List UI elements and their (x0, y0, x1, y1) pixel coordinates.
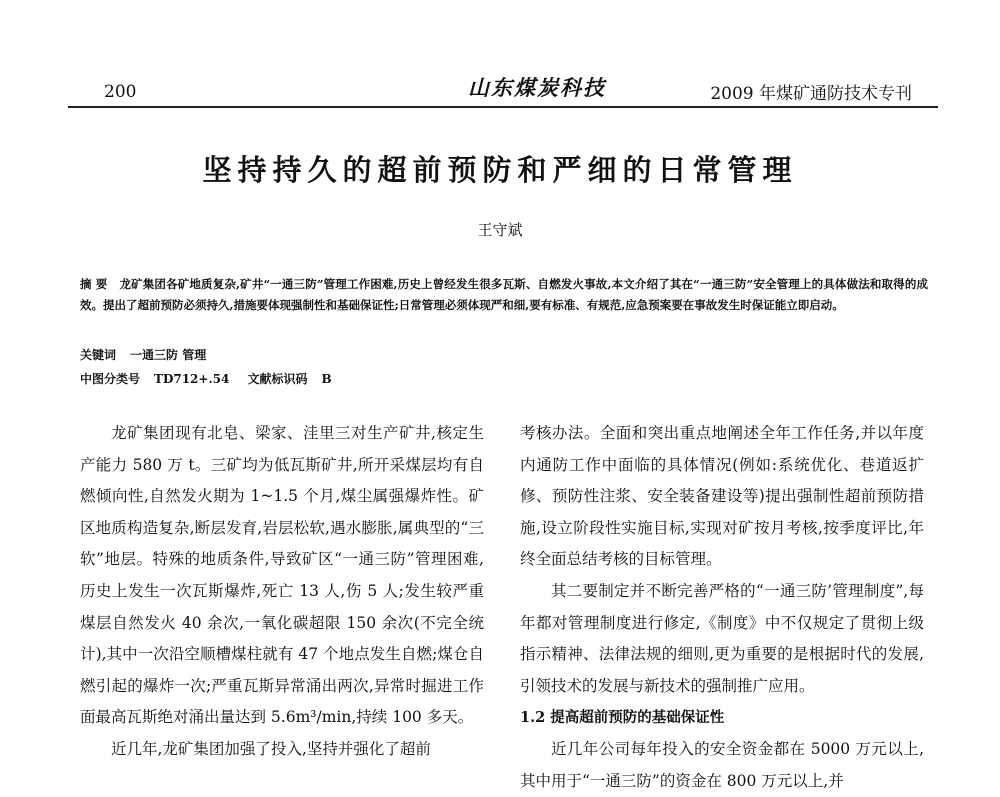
page-number: 200 (104, 82, 137, 102)
keywords-line (80, 346, 220, 363)
body-paragraph: 近几年公司每年投入的安全资金都在 5000 万元以上,其中用于“一通三防”的资金在 800 万元以上,并 (520, 739, 924, 790)
article-title: 坚持持久的超前预防和严细的日常管理 (202, 153, 798, 187)
doc-code-label: 文献标识码 (247, 372, 308, 386)
body-paragraph: 考核办法。全面和突出重点地阐述全年工作任务,并以年度内通防工作中面临的具体情况(例如:系统优化、巷道返扩修、预防性注浆、安全装备建设等)提出强制性超前预防措施,设立阶段性实施目标,实现对矿按月考核,按季度评比,年终全面总结考核的目标管理。 (520, 424, 924, 569)
keywords-label: 关键词 (80, 348, 117, 362)
section-heading: 1.2 提高超前预防的基础保证性 (520, 709, 725, 727)
classification-line (80, 370, 346, 387)
running-header (68, 66, 938, 108)
abstract-label: 摘 要 (80, 277, 108, 291)
journal-name: 山东煤炭科技 (468, 75, 606, 100)
special-issue-label: 2009 年煤矿通防技术专刊 (710, 84, 912, 104)
body-paragraph: 龙矿集团现有北皂、梁家、洼里三对生产矿井,核定生产能力 580 万 t。三矿均为低瓦斯矿井,所开采煤层均有自燃倾向性,自然发火期为 1~1.5 个月,煤尘属强爆炸性。矿区地质构造复杂,断层发育,岩层松软,遇水膨胀,属典型的“三软”地层。特殊的地质条件,导致矿区“一通三防”管理困难,历史上发生一次瓦斯爆炸,死亡 13 人,伤 5 人;发生较严重煤层自然发火 40 余次,一氧化碳超限 150 余次(不完全统计),其中一次沿空顺槽煤柱就有 47 个地点发生自燃;煤仓自燃引起的爆炸一次;严重瓦斯异常涌出两次,异常时掘进工作面最高瓦斯绝对涌出量达到 5.6m³/min,持续 100 多天。 (80, 424, 484, 727)
abstract (80, 274, 928, 316)
body-column-left (80, 418, 484, 766)
clc-value: TD712+.54 (154, 372, 230, 386)
body-paragraph: 其二要制定并不断完善严格的“一通三防’管理制度”,每年都对管理制度进行修定,《制度》中不仅规定了贯彻上级指示精神、法律法规的细则,更为重要的是根据时代的发展,引领技术的发展与新技术的强制推广应用。 (520, 581, 924, 695)
abstract-text: 龙矿集团各矿地质复杂,矿井“一通三防”管理工作困难,历史上曾经发生很多瓦斯、自燃发火事故,本文介绍了其在“一通三防”安全管理上的具体做法和取得的成效。提出了超前预防必须持久,措施要体现强制性和基础保证性;日常管理必须体现严和细,要有标准、有规范,应急预案要在事故发生时保证能立即启动。 (80, 277, 928, 312)
clc-label: 中图分类号 (80, 372, 141, 386)
body-paragraph: 近几年,龙矿集团加强了投入,坚持并强化了超前 (111, 739, 431, 758)
doc-code-value: B (321, 372, 332, 386)
keywords-value: 一通三防 管理 (130, 348, 207, 362)
body-column-right (520, 418, 924, 797)
article-author: 王守斌 (477, 221, 523, 239)
